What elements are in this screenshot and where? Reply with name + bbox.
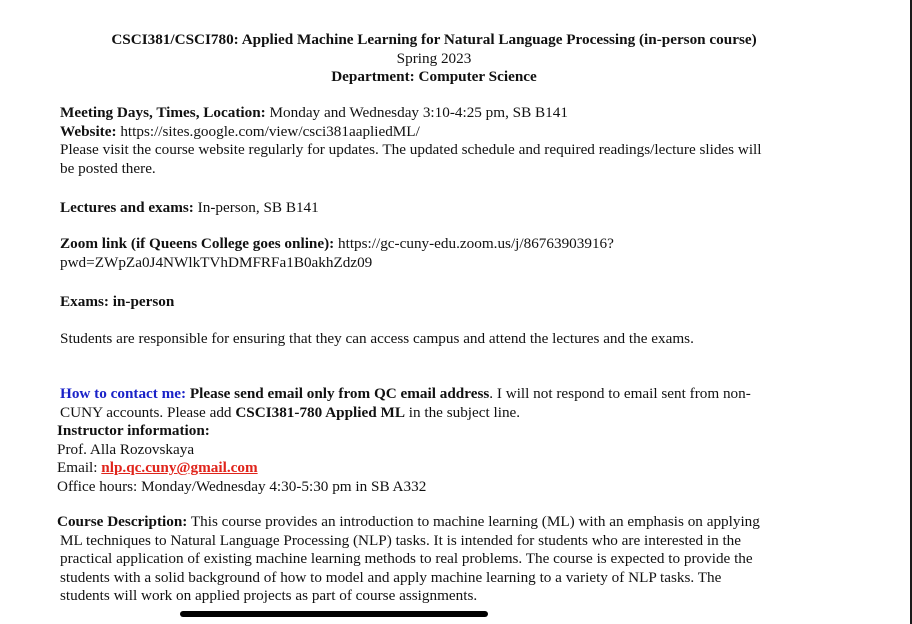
lectures-value: In-person, SB B141 — [193, 199, 319, 216]
zoom-section — [60, 235, 820, 272]
description-line-1: This course provides an introduction to machine learning (ML) with an emphasis on applying — [187, 513, 760, 530]
contact-line2-suffix: in the subject line. — [404, 403, 521, 421]
exams-section — [60, 293, 820, 312]
course-title: CSCI381/CSCI780: Applied Machine Learning for Natural Language Processing (in-person course) — [111, 31, 757, 48]
subject-line-tag: CSCI381-780 Applied ML — [235, 403, 405, 421]
description-line-2: ML techniques to Natural Language Processing (NLP) tasks. It is intended for students who are interested in the — [60, 531, 742, 549]
meeting-line — [60, 104, 820, 123]
description-line-4: students with a solid background of how to model and apply machine learning to a variety of NLP tasks. The — [60, 568, 722, 586]
instructor-name: Prof. Alla Rozovskaya — [57, 440, 195, 458]
course-term: Spring 2023 — [396, 49, 472, 67]
description-section — [57, 513, 847, 606]
contact-line2-prefix: CUNY accounts. Please add — [60, 403, 236, 421]
lectures-section — [60, 199, 820, 218]
instructor-email-link[interactable]: nlp.qc.cuny@gmail.com — [101, 459, 258, 476]
contact-label: How to contact me: — [60, 385, 187, 402]
description-label: Course Description: — [57, 513, 188, 530]
contact-text: . I will not respond to email sent from non- — [489, 385, 751, 402]
zoom-label: Zoom link (if Queens College goes online): — [60, 235, 335, 252]
home-indicator-bar[interactable] — [180, 611, 488, 617]
description-line-3: practical application of existing machine learning methods to real problems. The course is expected to provide the — [60, 550, 753, 567]
contact-instruction: Please send email only from QC email address — [186, 385, 490, 402]
meeting-section — [60, 104, 820, 178]
zoom-link[interactable]: https://gc-cuny-edu.zoom.us/j/86763903916? — [334, 235, 614, 252]
course-department: Department: Computer Science — [331, 68, 537, 85]
contact-section — [60, 385, 820, 422]
document-header — [0, 31, 868, 87]
website-label: Website: — [60, 122, 117, 140]
lectures-label: Lectures and exams: — [60, 199, 194, 216]
office-hours: Office hours: Monday/Wednesday 4:30-5:30 pm in SB A332 — [57, 477, 427, 495]
responsibility-section — [60, 330, 820, 349]
meeting-label: Meeting Days, Times, Location: — [60, 104, 266, 121]
meeting-value: Monday and Wednesday 3:10-4:25 pm, SB B141 — [265, 104, 568, 121]
responsibility-text: Students are responsible for ensuring that they can access campus and attend the lectures and the exams. — [60, 330, 694, 347]
email-label: Email: — [57, 459, 102, 476]
description-line-5: students will work on applied projects as part of course assignments. — [60, 587, 478, 604]
website-note-line-2: be posted there. — [60, 159, 156, 177]
instructor-section — [57, 422, 817, 496]
website-link[interactable]: https://sites.google.com/view/csci381aapliedML/ — [116, 122, 420, 140]
website-note-line-1: Please visit the course website regularly for updates. The updated schedule and required readings/lecture slides will — [60, 141, 762, 158]
zoom-link-continued[interactable]: pwd=ZWpZa0J4NWlkTVhDMFRFa1B0akhZdz09 — [60, 253, 373, 271]
instructor-heading: Instructor information: — [57, 422, 210, 439]
website-line — [60, 123, 820, 142]
exams-label: Exams: in-person — [60, 293, 175, 310]
